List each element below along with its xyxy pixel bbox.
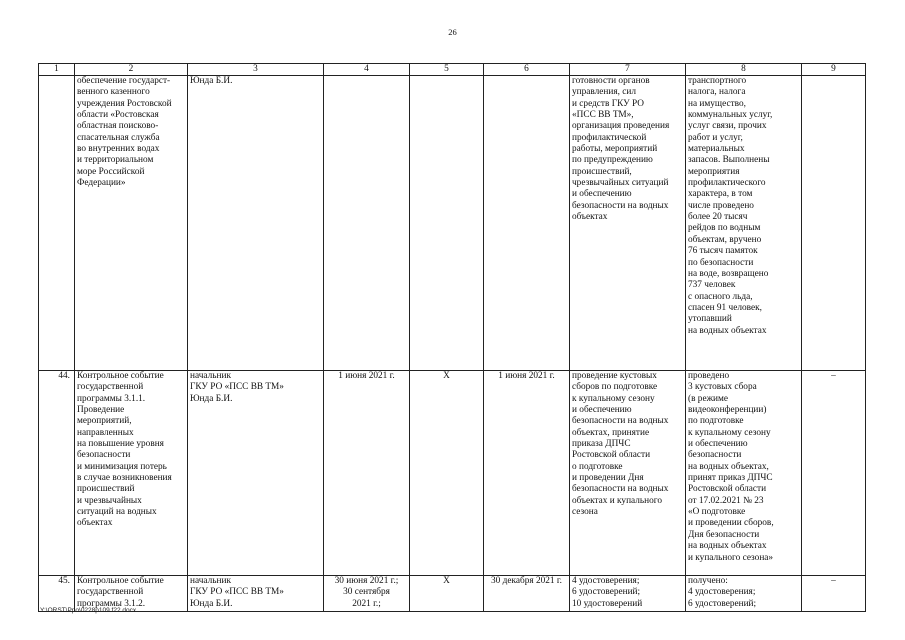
column-number: 2 — [75, 64, 188, 76]
row-number: 44. — [39, 371, 75, 576]
col-5-value: Х — [410, 371, 484, 576]
column-number: 8 — [686, 64, 802, 76]
actual-date: 1 июня 2021 г. — [484, 371, 570, 576]
table-row — [39, 76, 866, 371]
col-9-value: – — [802, 371, 866, 576]
actual-date: 30 декабря 2021 г. — [484, 576, 570, 612]
planned-date: 30 июня 2021 г.; 30 сентября 2021 г.; — [324, 576, 410, 612]
actual-result: проведено 3 кустовых сбора (в режиме видеоконференции) по подготовке к купальному сезону и обеспечению безопасности на водных объектах, принят приказ ДПЧС Ростовской области от 17.02.2021 № 23 «О подготовке и проведении сборов, Дня безопасности на водных объектах и купального сезона» — [686, 371, 802, 576]
column-number: 4 — [324, 64, 410, 76]
item-name: Контрольное событие государственной программы 3.1.2. — [75, 576, 188, 612]
expected-result: 4 удостоверения; 6 удостоверений; 10 удостоверений — [570, 576, 686, 612]
col-9-value: – — [802, 576, 866, 612]
expected-result: проведение кустовых сборов по подготовке к купальному сезону и обеспечению безопасности на водных объектах, принятие приказа ДПЧС Ростовской области о подготовке и проведении Дня безопасности на водных объектах и купального сезона — [570, 371, 686, 576]
item-name: обеспечение государст- венного казенного учреждения Ростовской области «Ростовская областная поисково- спасательная служба во внутренних водах и территориальном море Российской Федерации» — [75, 76, 188, 371]
page-number: 26 — [448, 27, 457, 37]
planned-date — [324, 76, 410, 371]
table-row — [39, 371, 866, 576]
col-5-value — [410, 76, 484, 371]
actual-date — [484, 76, 570, 371]
column-number: 5 — [410, 64, 484, 76]
planned-date: 1 июня 2021 г. — [324, 371, 410, 576]
column-number: 7 — [570, 64, 686, 76]
column-number: 1 — [39, 64, 75, 76]
report-table — [38, 63, 866, 612]
responsible-person: начальник ГКУ РО «ПСС ВВ ТМ» Юнда Б.И. — [188, 371, 324, 576]
item-name: Контрольное событие государственной программы 3.1.1. Проведение мероприятий, направленных на повышение уровня безопасности и минимизация потерь в случае возникновения происшествий и чрезвычайных ситуаций на водных объектах — [75, 371, 188, 576]
col-9-value — [802, 76, 866, 371]
row-number — [39, 76, 75, 371]
col-5-value: Х — [410, 576, 484, 612]
expected-result: готовности органов управления, сил и средств ГКУ РО «ПСС ВВ ТМ», организация проведения профилактической работы, мероприятий по предупреждению происшествий, чрезвычайных ситуаций и обеспечению безопасности на водных объектах — [570, 76, 686, 371]
actual-result: транспортного налога, налога на имущество, коммунальных услуг, услуг связи, прочих работ и услуг, материальных запасов. Выполнены мероприятия профилактического характера, в том числе проведено более 20 тысяч рейдов по водным объектам, вручено 76 тысяч памяток по безопасности на воде, возвращено 737 человек с опасного льда, спасен 91 человек, утопавший на водных объектах — [686, 76, 802, 371]
row-number: 45. — [39, 576, 75, 612]
responsible-person: Юнда Б.И. — [188, 76, 324, 371]
column-number-row — [39, 64, 866, 76]
column-number: 6 — [484, 64, 570, 76]
file-path-footer: Y:\ORST\Ppo\0228p109.f22.docx — [40, 607, 137, 614]
actual-result: получено: 4 удостоверения; 6 удостоверений; — [686, 576, 802, 612]
table-row — [39, 576, 866, 612]
column-number: 3 — [188, 64, 324, 76]
responsible-person: начальник ГКУ РО «ПСС ВВ ТМ» Юнда Б.И. — [188, 576, 324, 612]
column-number: 9 — [802, 64, 866, 76]
